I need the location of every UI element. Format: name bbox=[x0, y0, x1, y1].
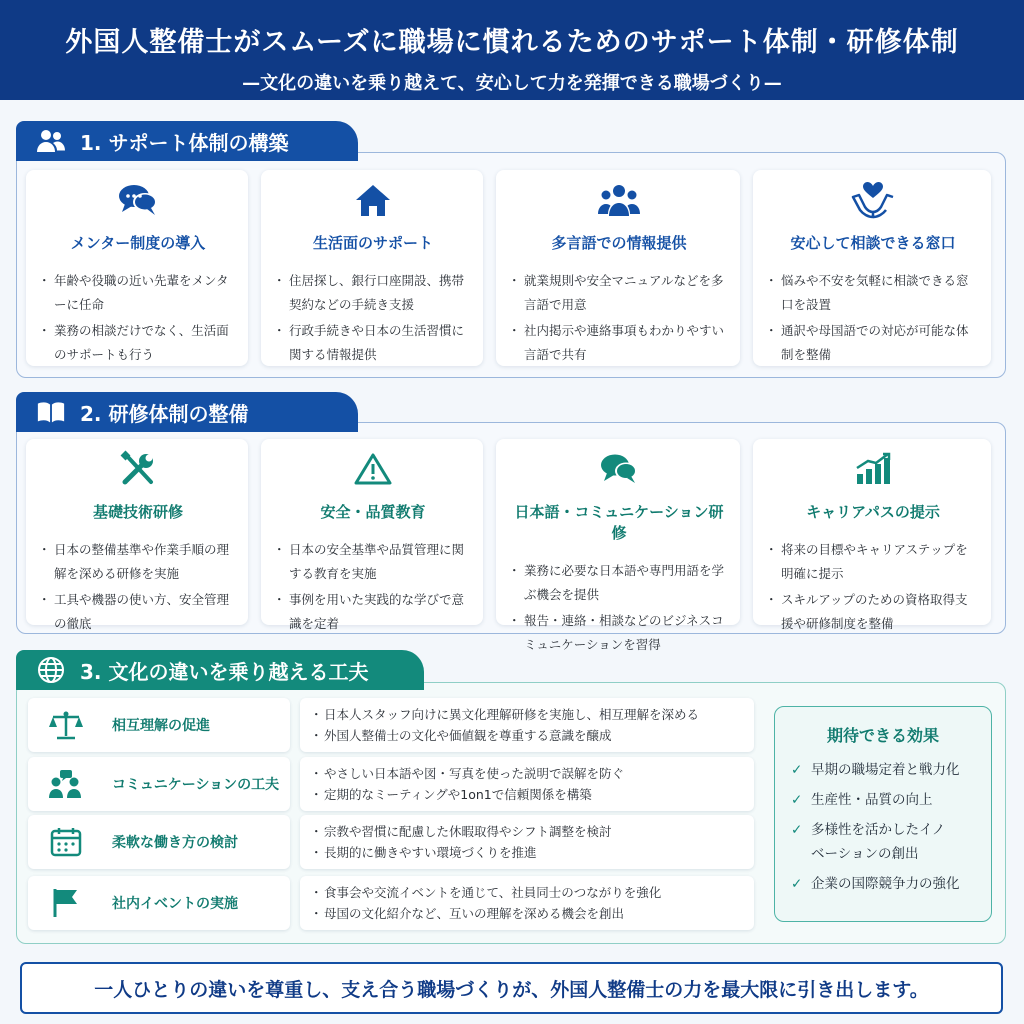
card-point: ・ 工具や機器の使い方、安全管理の徹底 bbox=[40, 588, 236, 636]
row-label-box bbox=[28, 815, 290, 869]
card-point: ・ 業務に必要な日本語や専門用語を学ぶ機会を提供 bbox=[510, 559, 728, 607]
card-point: ・ 報告・連絡・相談などのビジネスコミュニケーションを習得 bbox=[510, 609, 728, 657]
card-point: ・ 就業規則や安全マニュアルなどを多言語で用意 bbox=[510, 269, 728, 317]
people-talk-icon bbox=[46, 769, 86, 799]
expected-effects-box bbox=[774, 706, 992, 922]
row-point: ・ 日本人スタッフ向けに異文化理解研修を実施し、相互理解を深める bbox=[314, 704, 754, 725]
row-point: ・ 母国の文化紹介など、互いの理解を深める機会を創出 bbox=[314, 903, 754, 924]
effect-item bbox=[791, 788, 991, 812]
card-title: 基礎技術研修 bbox=[92, 503, 183, 521]
card-point: ・ 日本の整備基準や作業手順の理解を深める研修を実施 bbox=[40, 538, 236, 586]
page-title: 外国人整備士がスムーズに職場に慣れるためのサポート体制・研修体制 bbox=[65, 27, 959, 58]
calendar-icon bbox=[46, 827, 86, 857]
expected-effects-title: 期待できる効果 bbox=[826, 726, 939, 745]
wrench-screwdriver-icon bbox=[40, 449, 236, 489]
globe-icon bbox=[36, 655, 66, 685]
card-point: ・ 社内掲示や連絡事項もわかりやすい言語で共有 bbox=[510, 319, 728, 367]
card-consultation bbox=[753, 170, 991, 366]
row-point: ・ 長期的に働きやすい環境づくりを推進 bbox=[314, 842, 754, 863]
effect-item bbox=[791, 818, 991, 866]
row-description bbox=[300, 876, 754, 930]
row-label: 柔軟な働き方の検討 bbox=[112, 835, 238, 851]
card-point: ・ 行政手続きや日本の生活習慣に関する情報提供 bbox=[275, 319, 471, 367]
effect-text: 早期の職場定着と戦力化 bbox=[811, 762, 960, 778]
card-point: ・ 通訳や母国語での対応が可能な体制を整備 bbox=[767, 319, 979, 367]
card-title: 生活面のサポート bbox=[312, 234, 433, 252]
page-subtitle: —文化の違いを乗り越えて、安心して力を発揮できる職場づくり— bbox=[242, 73, 782, 94]
check-icon: ✓ bbox=[791, 876, 803, 892]
card-title: キャリアパスの提示 bbox=[806, 503, 940, 521]
card-safety-quality bbox=[261, 439, 483, 631]
effect-text: 生産性・品質の向上 bbox=[811, 792, 933, 808]
row-label: コミュニケーションの工夫 bbox=[112, 777, 280, 793]
card-title: 安全・品質教育 bbox=[320, 503, 426, 521]
row-label: 社内イベントの実施 bbox=[112, 896, 238, 912]
card-multilingual bbox=[496, 170, 740, 366]
training-cards bbox=[26, 439, 991, 652]
row-description bbox=[300, 815, 754, 869]
page-header bbox=[0, 0, 1024, 100]
effect-text: 多様性を活かしたイノベーションの創出 bbox=[811, 822, 946, 862]
effect-item bbox=[791, 872, 991, 896]
culture-row bbox=[28, 698, 754, 752]
card-point: ・ 住居探し、銀行口座開設、携帯契約などの手続き支援 bbox=[275, 269, 471, 317]
card-title: 多言語での情報提供 bbox=[551, 234, 687, 252]
footer-message: 一人ひとりの違いを尊重し、支え合う職場づくりが、外国人整備士の力を最大限に引き出します。 bbox=[20, 962, 1003, 1014]
row-description bbox=[300, 757, 754, 811]
scales-icon bbox=[46, 710, 86, 740]
culture-row bbox=[28, 757, 754, 811]
check-icon: ✓ bbox=[791, 762, 803, 778]
card-basic-skills bbox=[26, 439, 248, 631]
card-point: ・ 事例を用いた実践的な学びで意識を定着 bbox=[275, 588, 471, 636]
row-label: 相互理解の促進 bbox=[112, 718, 210, 734]
row-label-box bbox=[28, 757, 290, 811]
card-point: ・ 業務の相談だけでなく、生活面のサポートも行う bbox=[40, 319, 236, 367]
effect-text: 企業の国際競争力の強化 bbox=[811, 876, 960, 892]
heart-hands-icon bbox=[767, 180, 979, 220]
group-icon bbox=[510, 180, 728, 220]
house-icon bbox=[275, 180, 471, 220]
row-point: ・ 宗教や習慣に配慮した休暇取得やシフト調整を検討 bbox=[314, 821, 754, 842]
card-point: ・ 日本の安全基準や品質管理に関する教育を実施 bbox=[275, 538, 471, 586]
section-culture-title: 3. 文化の違いを乗り越える工夫 bbox=[80, 659, 369, 684]
card-mentor bbox=[26, 170, 248, 366]
row-point: ・ やさしい日本語や図・写真を使った説明で誤解を防ぐ bbox=[314, 763, 754, 784]
row-point: ・ 食事会や交流イベントを通じて、社員同士のつながりを強化 bbox=[314, 882, 754, 903]
row-description bbox=[300, 698, 754, 752]
growth-chart-icon bbox=[767, 449, 979, 489]
section-training-tab bbox=[16, 392, 358, 432]
card-career-path bbox=[753, 439, 991, 631]
flag-icon bbox=[46, 887, 86, 919]
card-point: ・ スキルアップのための資格取得支援や研修制度を整備 bbox=[767, 588, 979, 636]
chat-bubbles-icon bbox=[510, 449, 728, 489]
section-culture-tab bbox=[16, 650, 424, 690]
card-title: メンター制度の導入 bbox=[70, 234, 206, 252]
card-living-support bbox=[261, 170, 483, 366]
row-point: ・ 外国人整備士の文化や価値観を尊重する意識を醸成 bbox=[314, 725, 754, 746]
warning-icon bbox=[275, 449, 471, 489]
culture-row bbox=[28, 876, 754, 930]
card-japanese-communication bbox=[496, 439, 740, 652]
card-title: 日本語・コミュニケーション研修 bbox=[514, 503, 724, 542]
row-label-box bbox=[28, 876, 290, 930]
row-label-box bbox=[28, 698, 290, 752]
support-cards bbox=[26, 170, 991, 366]
card-point: ・ 悩みや不安を気軽に相談できる窓口を設置 bbox=[767, 269, 979, 317]
section-support-tab bbox=[16, 121, 358, 161]
check-icon: ✓ bbox=[791, 792, 803, 808]
users-icon bbox=[36, 126, 66, 156]
card-point: ・ 将来の目標やキャリアステップを明確に提示 bbox=[767, 538, 979, 586]
check-icon: ✓ bbox=[791, 822, 803, 838]
section-training-title: 2. 研修体制の整備 bbox=[80, 401, 249, 426]
effect-item bbox=[791, 758, 991, 782]
card-point: ・ 年齢や役職の近い先輩をメンターに任命 bbox=[40, 269, 236, 317]
card-title: 安心して相談できる窓口 bbox=[790, 234, 956, 252]
book-icon bbox=[36, 397, 66, 427]
chat-bubbles-icon bbox=[40, 180, 236, 220]
culture-row bbox=[28, 815, 754, 869]
row-point: ・ 定期的なミーティングや1on1で信頼関係を構築 bbox=[314, 784, 754, 805]
section-support-title: 1. サポート体制の構築 bbox=[80, 130, 289, 155]
